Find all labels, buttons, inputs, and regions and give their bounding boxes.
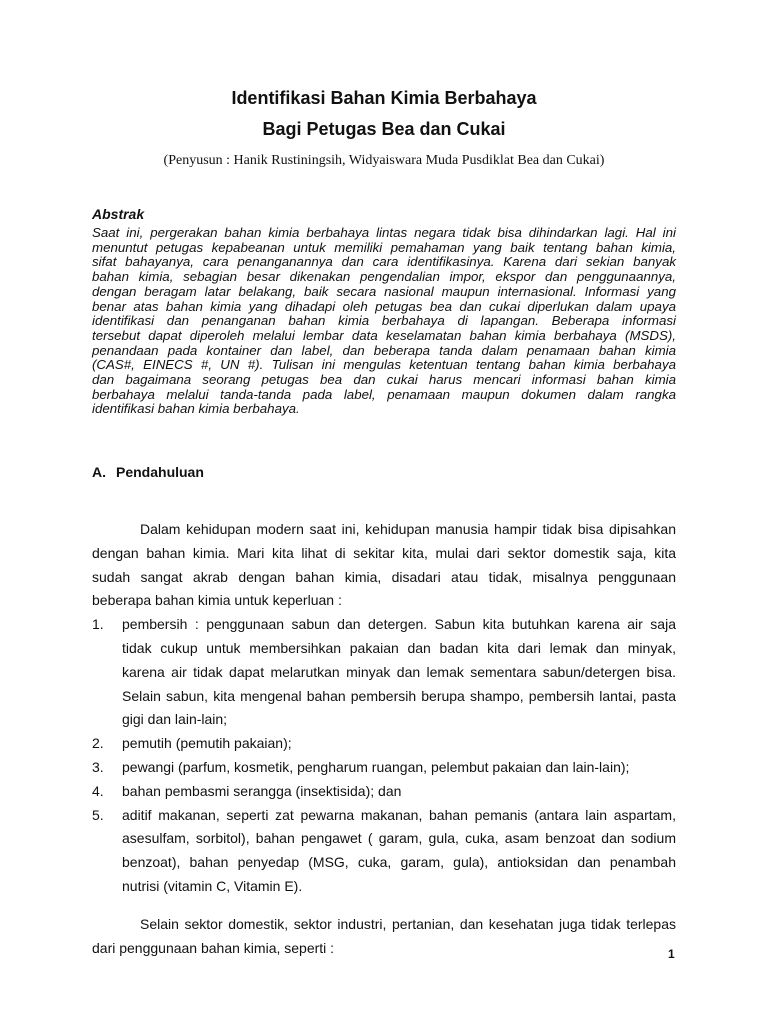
list-item xyxy=(92,780,676,804)
text-line: sifat bahayanya, cara penanganannya dan cara identifikasinya. Karena dari sekian banyak xyxy=(92,254,676,270)
text-line: berbahaya melalui tanda-tanda pada label, penamaan maupun dokumen dalam rangka xyxy=(92,386,676,402)
list-item xyxy=(92,756,676,780)
text-line: dari penggunaan bahan kimia, seperti : xyxy=(92,939,335,956)
text-line: menuntut petugas kepabeanan untuk memiliki pemahaman yang baik tentang bahan kimia, xyxy=(92,239,676,255)
abstract-text xyxy=(92,226,676,417)
body-text xyxy=(92,518,676,960)
text-line: benzoat), bahan penyedap (MSG, cuka, garam, gula), antioksidan dan penambah xyxy=(122,854,676,871)
page-number: 1 xyxy=(668,947,675,961)
text-line: tersebut dapat diperoleh melalui lembar data keselamatan bahan kimia berbahaya (MSDS), xyxy=(92,327,676,343)
text-line: penandaan pada kontainer dan label, dan beberapa tanda dalam penamaan bahan kimia xyxy=(92,342,676,358)
text-line: pembersih : penggunaan sabun dan detergen. Sabun kita butuhkan karena air saja xyxy=(122,616,676,633)
text-line: Selain sabun, kita mengenal bahan pembersih berupa shampo, pembersih lantai, pasta xyxy=(122,687,676,704)
abstract-heading: Abstrak xyxy=(92,206,145,222)
text-line: bahan kimia, sebagian besar dikenakan pengendalian impor, ekspor dan penggunaannya, xyxy=(92,269,676,285)
list-number: 4. xyxy=(92,782,104,799)
text-line: Dalam kehidupan modern saat ini, kehidupan manusia hampir tidak bisa dipisahkan xyxy=(140,521,676,537)
section-title: Pendahuluan xyxy=(116,464,204,480)
text-line: asesulfam, sorbitol), bahan pengawet ( garam, gula, cuka, asam benzoat dan sodium xyxy=(122,830,676,847)
text-line: Saat ini, pergerakan bahan kimia berbahaya lintas negara tidak bisa dihindarkan lagi. Hal ini xyxy=(92,225,676,240)
text-line: sudah sangat akrab dengan bahan kimia, disadari atau tidak, misalnya penggunaan xyxy=(92,568,676,585)
text-line: bahan pembasmi serangga (insektisida); dan xyxy=(122,782,402,799)
text-line: identifikasi dan penanganan bahan kimia berbahaya di lapangan. Beberapa informasi xyxy=(92,313,676,329)
title-line-1: Identifikasi Bahan Kimia Berbahaya xyxy=(231,88,537,108)
text-line: (CAS#, EINECS #, UN #). Tulisan ini mengulas ketentuan tentang bahan kimia berbahaya xyxy=(92,357,676,373)
list-number: 5. xyxy=(92,806,104,823)
text-line: dengan beragam latar belakang, baik secara nasional maupun internasional. Informasi yang xyxy=(92,283,676,299)
list-number: 1. xyxy=(92,616,104,633)
list-number: 3. xyxy=(92,758,104,775)
text-line: beberapa bahan kimia untuk keperluan : xyxy=(92,592,342,609)
list-item xyxy=(92,613,676,732)
text-line: gigi dan lain-lain; xyxy=(122,711,228,728)
list-number: 2. xyxy=(92,735,104,752)
list-item xyxy=(92,804,676,899)
text-line: karena air tidak dapat melarutkan minyak dan lemak sementara sabun/detergen bisa. xyxy=(122,663,676,680)
text-line: benar atas bahan kimia yang dihadapi oleh petugas bea dan cukai diperlukan dalam upaya xyxy=(92,298,676,314)
text-line: tidak cukup untuk membersihkan pakaian dan badan kita dari lemak dan minyak, xyxy=(122,639,676,656)
paragraph xyxy=(92,913,676,961)
text-line: nutrisi (vitamin C, Vitamin E). xyxy=(122,877,303,894)
title-line-2: Bagi Petugas Bea dan Cukai xyxy=(262,119,506,139)
numbered-list xyxy=(92,613,676,899)
text-line: dan bagaimana seorang petugas bea dan cukai harus mencari informasi bahan kimia xyxy=(92,372,676,388)
section-number: A. xyxy=(92,464,106,480)
text-line: identifikasi bahan kimia berbahaya. xyxy=(92,401,300,417)
text-line: Selain sektor domestik, sektor industri, pertanian, dan kesehatan juga tidak terlepas xyxy=(140,915,676,932)
section-heading xyxy=(92,464,204,480)
text-line: dengan bahan kimia. Mari kita lihat di sekitar kita, mulai dari sektor domestik saja, kita xyxy=(92,544,676,561)
paragraph xyxy=(92,518,676,613)
text-line: aditif makanan, seperti zat pewarna makanan, bahan pemanis (antara lain aspartam, xyxy=(122,806,676,823)
author-line: (Penyusun : Hanik Rustiningsih, Widyaiswara Muda Pusdiklat Bea dan Cukai) xyxy=(163,153,605,168)
list-item xyxy=(92,732,676,756)
text-line: pemutih (pemutih pakaian); xyxy=(122,735,292,752)
text-line: pewangi (parfum, kosmetik, pengharum ruangan, pelembut pakaian dan lain-lain); xyxy=(122,758,630,775)
